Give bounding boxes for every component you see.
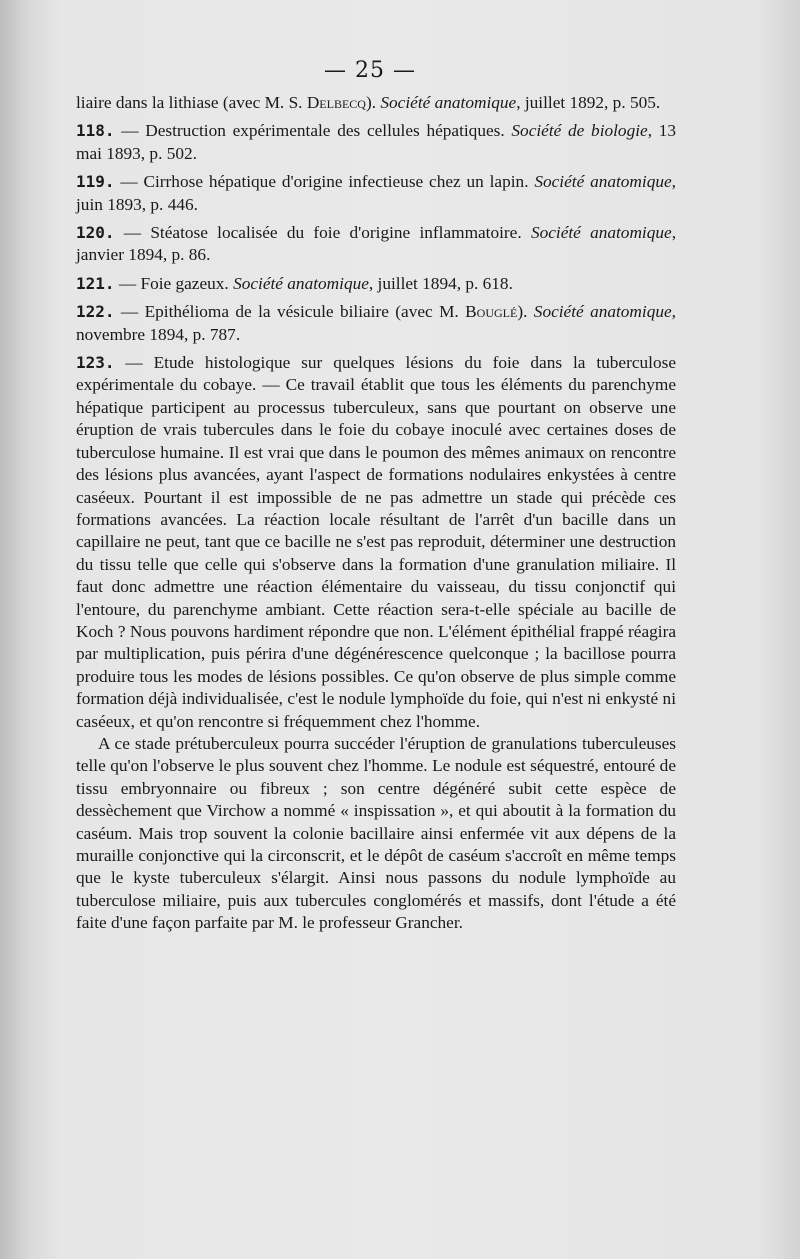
entry-text: — Etude histologique sur quelques lésions du foie dans la tuberculose expérimentale du cobaye. — Ce travail établit que tous les éléments du parenchyme hépatique participent au processus tuberculeux, sans que pourtant on observe une éruption de vrais tubercules dans le foie du cobaye inoculé avec certaines doses de tuberculose humaine. Il est vrai que dans le poumon des mêmes animaux on rencontre des lésions plus avancées, ayant l'aspect de formations nodulaires enkystées à centre caséeux. Pourtant il est impossible de ne pas admettre un stade qui précède ces formations avancées. La réaction locale résultant de l'arrêt d'un bacille dans un capillaire ne peut, tant que ce bacille ne s'est pas reproduit, déterminer une destruction du tissu telle que celle qui s'observe dans la formation d'une granulation miliaire. Il faut donc admettre une réaction élémentaire du vaisseau, du tissu conjonctif qui l'entoure, du parenchyme ambiant. Cette réaction sera-t-elle spéciale au bacille de Koch ? Nous pouvons hardiment répondre que non. L'élément épithélial frappé réagira par multiplication, puis périra d'une dégénérescence quelconque ; la bacillose pourra produire tous les modes de lésions possibles. Ce qu'on observe de plus simple comme formation déjà individualisée, c'est le nodule lymphoïde du foie, qui n'est ni enkysté ni caséeux, et qu'on rencontre si fréquemment chez l'homme. [76, 353, 676, 731]
entry-text: — Cirrhose hépatique d'origine infectieuse chez un lapin. [114, 172, 535, 192]
entry-text: , juin 1893, p. 446. [76, 172, 676, 214]
entry-number: 118. [76, 121, 115, 141]
entry-number: 119. [76, 172, 115, 192]
entry-122 [76, 301, 676, 346]
journal-name: Société anatomique [233, 273, 369, 293]
entry-number: 122. [76, 302, 115, 322]
entry-119 [76, 171, 676, 216]
entry-number: 123. [76, 353, 115, 373]
entry-number: 120. [76, 223, 115, 243]
entry-121 [76, 273, 676, 295]
bibliography-list [76, 92, 676, 941]
journal-name: Société anatomique [533, 302, 672, 322]
page-number: — 25 — [324, 58, 416, 83]
journal-name: Société anatomique [380, 93, 517, 112]
journal-name: Société anatomique [530, 223, 672, 243]
entry-118 [76, 120, 676, 165]
entry-text: ). [365, 93, 381, 112]
journal-name: Société de biologie [511, 121, 648, 141]
entry-text: — Destruction expérimentale des cellules hépatiques. [114, 121, 512, 141]
entry-number: 121. [76, 273, 115, 293]
entry-text: , juillet 1892, p. 505. [516, 93, 661, 112]
entry-text: — Foie gazeux. [114, 273, 234, 293]
journal-name: Société anatomique [534, 172, 672, 192]
coauthor-name: Delbecq [306, 93, 366, 112]
entry-paragraph: A ce stade prétuberculeux pourra succéder l'éruption de granulations tuberculeuses telle qu'on l'observe le plus souvent chez l'homme. Le nodule est séquestré, entouré de tissu embryonnaire ou fibreux ; son centre dégénéré subit cette espèce de dessèchement que Virchow a nommé « inspissation », et qui aboutit à la formation du caséum. Mais trop souvent la colonie bacillaire ainsi enfermée vit aux dépens de la muraille conjonctive qui la circonscrit, et le dépôt de caséum s'accroît en même temps que le kyste tuberculeux s'élargit. Ainsi nous passons du nodule lymphoïde au tuberculose miliaire, puis aux tubercules conglomérés et massifs, dont l'étude a été faite d'une façon parfaite par M. le professeur Grancher. [76, 733, 676, 933]
entry-continuation [76, 92, 676, 114]
entry-text: , novembre 1894, p. 787. [76, 302, 676, 344]
entry-123 [76, 352, 676, 935]
entry-text: liaire dans la lithiase (avec M. S. [76, 93, 307, 112]
entry-120 [76, 222, 676, 267]
entry-text: — Epithélioma de la vésicule biliaire (avec M. [114, 302, 466, 322]
entry-text: , janvier 1894, p. 86. [76, 223, 677, 265]
entry-text: , juillet 1894, p. 618. [368, 273, 513, 293]
entry-text: ). [517, 302, 534, 322]
entry-text: , 13 mai 1893, p. 502. [76, 121, 677, 163]
coauthor-name: Bouglé [465, 302, 518, 322]
entry-text: — Stéatose localisée du foie d'origine inflammatoire. [114, 223, 531, 243]
